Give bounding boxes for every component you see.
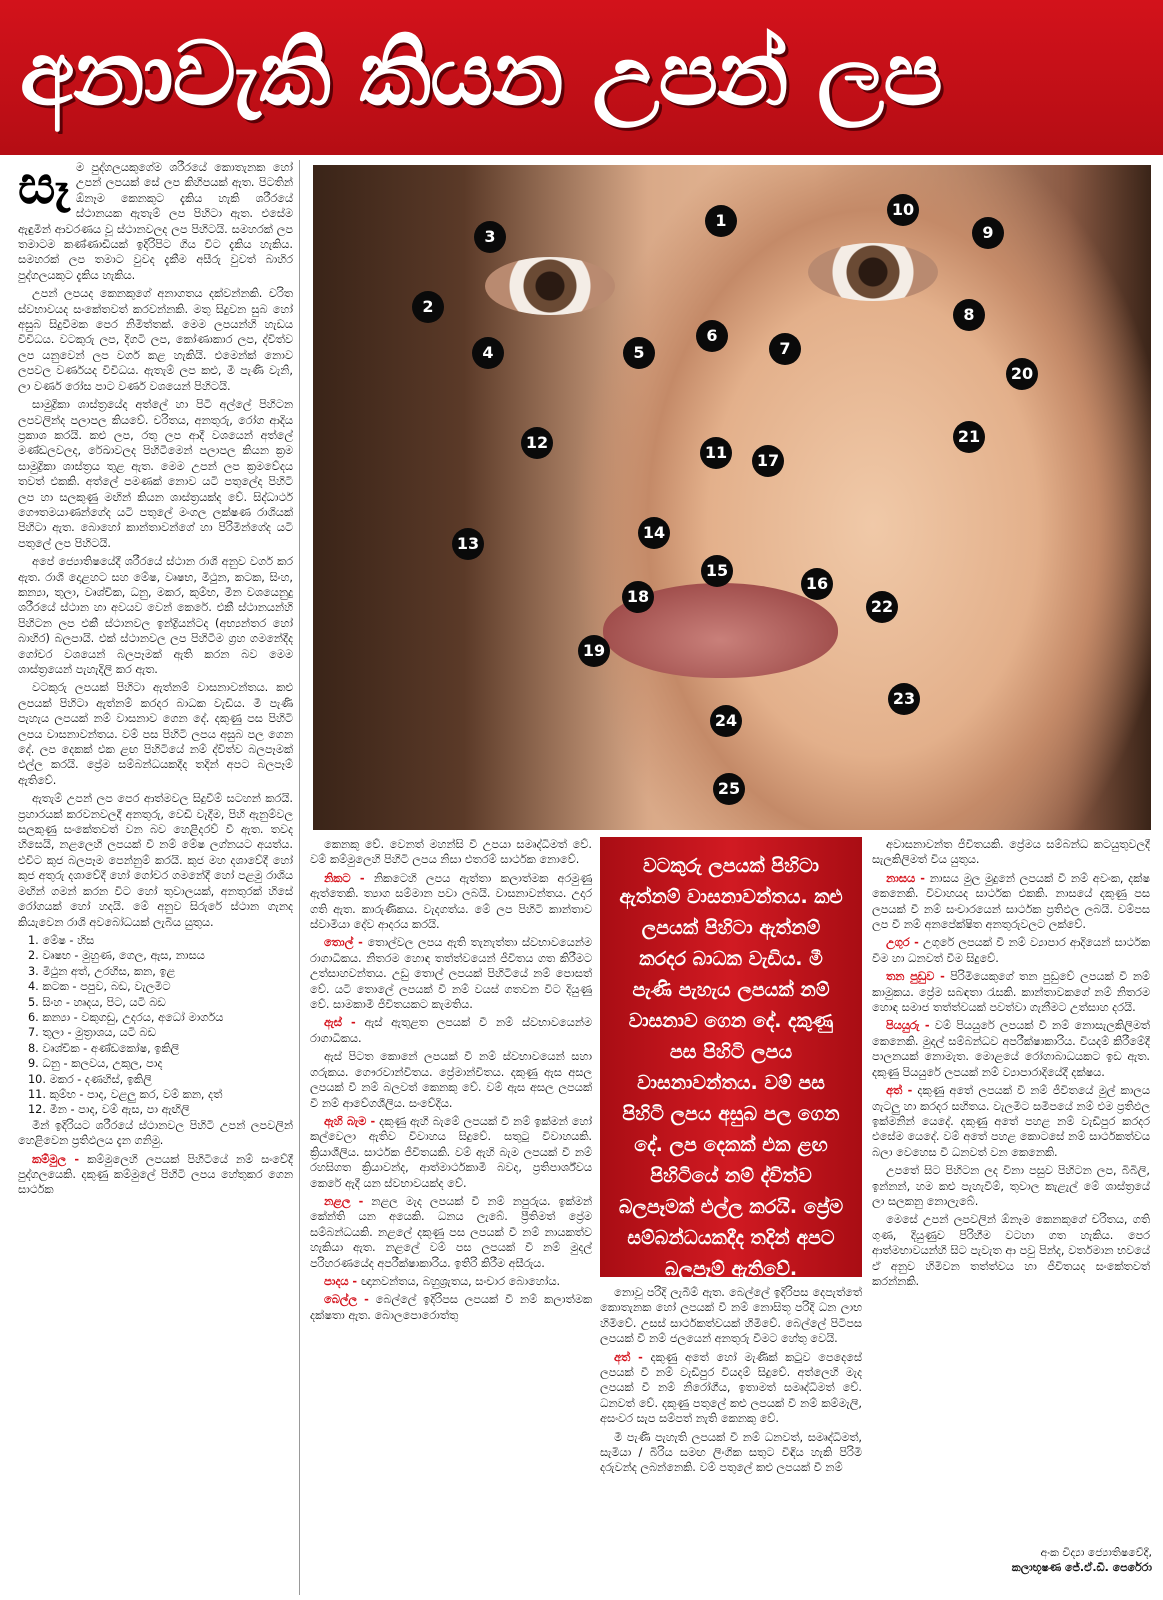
section-label: උගුර - xyxy=(886,936,919,950)
intro-column xyxy=(18,160,300,1595)
author-name xyxy=(940,1560,1152,1575)
article-paragraph xyxy=(872,1163,1150,1209)
section-text: මී පැණි පැහැති ලපයක් වී නම් ධනවත්, සමෘද්ධිමත්, සැමියා / බිරිය සමඟ ලිංගික සතුට විඳිය හැකි පිරිමි දරුවන්ද ලබන්නෙකි. වම් පතුලේ කළු ලපයක් වී නම් xyxy=(600,1430,862,1475)
section-label: නාසය - xyxy=(886,871,925,885)
pull-quote-text: වටකුරු ලපයක් පිහිටා ඇත්නම් වාසනාවන්තය. කළු ලපයක් පිහිටා ඇත්නම් කරදර බාධක වැඩිය. මී පැණි පැහැය ලපයක් නම් වාසනාව ගෙන දේ. දකුණු පස පිහිටි ලපය වාසනාවන්තය. වම් පස පිහිටි ලපය අසුබ පල ගෙන දේ. ලප දෙකක් එක ළඟ පිහිටියේ නම් ද්විත්ව බලපෑමක් එල්ල කරයි. ප්‍රේම සම්බන්ධයකදීද තදින් අපට බලපෑම් ඇතිවේ. xyxy=(618,855,844,1280)
article-paragraph xyxy=(310,1274,592,1289)
article-paragraph xyxy=(600,1430,862,1476)
section-text: තොල්වල ලපය ඇති තැනැත්තා ස්වභාවයෙන්ම රාගාධිකය. නිතරම හොඳ තත්ත්වයෙන් ජීවිතය ගත කිරීමට උත්සාහවන්තය. උඩු තොල් ලපයක් පිහිටියේ නම් පොසත් වේ. යටි තොලේ ලපයක් වී නම් වයස් ගතවන විට දියුණු වේ. සාමකාමී ජීවිතයකට කැමතිය. xyxy=(310,936,592,1012)
mole-marker: 6 xyxy=(696,320,728,352)
mole-marker: 4 xyxy=(472,337,504,369)
section-text: කම්මුලෙහි ලපයක් පිහිටියේ නම් සංවේදී පුද්ගලයෙකි. දකුණු කම්මුලේ පිහිටි ලපය හේතුකර ගෙන සාර්ථක xyxy=(18,1152,293,1197)
section-text: නාසය මුල මුදුනේ ලපයක් වී නම් අවංක, දක්ෂ කෙනෙකි. විවාහයද සාර්ථක එකකි. නාසයේ දකුණු පස ලපයක් වී නම් සංචාරයෙන් සාර්ථක ප්‍රතිඵල ලබයි. වම්පස ලප වී නම් අනපේක්ෂිත අනතුරුවලට ලක්වේ. xyxy=(872,871,1150,932)
mole-marker: 3 xyxy=(474,221,506,253)
section-text: ඇස් ඇතුළත ලපයක් වී නම් ස්වභාවයෙන්ම රාගාධිකය. xyxy=(310,1016,592,1045)
pull-quote-box xyxy=(600,837,862,1280)
section-label: නිකට - xyxy=(324,871,365,885)
section-text: උපතේ සිට පිහිටන ලද විනා පසුව පිහිටන ලප, බිබිලි, ඉන්නන්, හම කළු පැහැවීම්, තුවාල කැළැල් මේ ශාස්ත්‍රයේ ලා සලකනු නොලැබේ. xyxy=(872,1164,1150,1208)
section-label: කම්මුල - xyxy=(32,1152,80,1166)
list-item: 1. මේෂ - හිස xyxy=(28,933,95,947)
mole-marker: 25 xyxy=(713,773,745,805)
left-eye-shape xyxy=(485,257,615,315)
list-item: 11. කුම්භ - පාද, වළලු කර, වම් කන, දත් xyxy=(28,1087,223,1101)
page-title: අනාවැකි කියන උපන් ලප xyxy=(20,22,942,125)
header-banner xyxy=(0,0,1163,155)
article-paragraph xyxy=(872,935,1150,966)
section-text: කෙනකු වේ. වෙනත් මහන්සි වී උපයා සමෘද්ධිමත් වේ. වම් කම්මුලෙහි පිහිටි ලපය නිසා එතරම් සාර්ථක නොවේ. xyxy=(310,838,592,867)
mole-marker: 12 xyxy=(521,427,553,459)
article-paragraph xyxy=(872,1018,1150,1080)
column-4 xyxy=(872,837,1150,1537)
zodiac-list xyxy=(28,933,293,1118)
section-text: දකුණු අතේ ලපයක් වී නම් ජීවිතයේ මුල් කාලය ගැටලු හා කරදර සහිතය. වැලමිට සමීපයේ නම් එම ප්‍රතිඵල ඉක්මනින් යෙදේ. දකුණු අතේ පහළ නම් වැඩිපුර කරදර එසේම යෙදේ. වම් අතේ පහළ කොටසේ නම් සාර්ථකත්වය බලා වෙහෙස වී ධනවත් වන කෙනෙකි. xyxy=(872,1084,1150,1159)
article-paragraph xyxy=(310,935,592,1012)
section-label: නළල - xyxy=(324,1194,364,1208)
mole-marker: 15 xyxy=(701,555,733,587)
section-text: නොවූ පරිදි ලැබීම් ඇත. බෙල්ලේ ඉදිරිපස දෙපැත්තේ කොතැනක හෝ ලපයක් වී නම් නොසිතූ පරිදි ධන ලාභ හිමිවේ. උසස් සාර්ථකත්වයක් හිමිවේ. බෙල්ලේ පිටිපස ලපයක් වී නම් ජලයෙන් අනතුරු වීමට හේතු වෙයි. xyxy=(600,1286,862,1346)
section-label: අත් - xyxy=(886,1084,913,1098)
article-paragraph xyxy=(600,1350,862,1427)
intro-paragraph: සාමුද්‍රිකා ශාස්ත්‍රයේද අත්ලේ හා පිටි අල්ලේ පිහිටන ලපවලින්ද පලාපල කියවේ. චරිතය, අනතුරු, රෝග ආදිය ප්‍රකාශ කරයි. කළු ලප, රතු ලප ආදී වශයෙන් අත්ලේ මණ්ඩලවලද, රේඛාවලද පිහිටීමෙන් පලාපල කියන ක්‍රම සාමුද්‍රිකා ශාස්ත්‍රය තුළ ඇත. මෙම උපන් ලප ක්‍රමවේදය තවත් එකකි. අත්ලේ පමණක් නොව යටි පතුලේද පිහිටි ලප හා සලකුණු මඟින් කියන ශාස්ත්‍රයක්ද වේ. සිද්ධාර්ථ ගෞතමයාණන්ගේද යටි පතුලේ මංගල ලක්ෂණ රාශියක් පිහිටා ඇත. බොහෝ කාන්තාවන්ගේ හා පිරිමින්ගේද යටි පතුලේ ලප පිහිටයි. xyxy=(18,398,293,550)
mole-marker: 1 xyxy=(705,205,737,237)
section-text: වම් පියයුරේ ලපයක් වී නම් නොසැලකිලිමත් කෙනෙකි. මුදල් සම්බන්ධව අපරීක්ෂාකාරිය. වියදම් කිරීමේදී පාලනයක් නොමැත. මොළයේ රෝගාබාධයකට ඉඩ ඇත. දකුණු පියයුරේ ලපයක් නම් ව්‍යාපාරාදියේදී දක්ෂය. xyxy=(872,1019,1150,1079)
article-paragraph xyxy=(600,1285,862,1347)
mole-marker: 17 xyxy=(752,445,784,477)
intro-paragraph: අපේ ජ්‍යොතිෂයේදී ශරීරයේ ස්ථාන රාශි අනුව වර්ග කර ඇත. රාශි දොළහට සහ මේෂ, වෘෂභ, මිථුන, කටක, සිංහ, කන්‍යා, තුලා, වෘශ්චික, ධනු, මකර, කුම්භ, මීන වශයෙනුදු ශරීරයේ ස්ථාන හා අවයව වෙන් කෙරේ. එකී ස්ථානයන්හි පිහිටන ලප එකී ස්ථානවල ඉන්ද්‍රියන්ටද (අභ්‍යන්තර හෝ බාහිර) බලපායි. එක් ස්ථානවල ලප පිහිටීම ග්‍රහ ගමනේදීද ගෝචර වශයෙන් බලපෑමක් ඇති කරන බව මෙම ශාස්ත්‍රයෙන් පැහැදිලි කර ඇත. xyxy=(18,555,293,676)
mole-marker: 7 xyxy=(769,333,801,365)
list-item: 8. වෘශ්චික - අණ්ඩකෝෂ, ඉකිලි xyxy=(28,1041,180,1055)
mole-marker: 2 xyxy=(412,291,444,323)
list-item: 9. ධනු - කලවය, උකුල, පාද xyxy=(28,1057,163,1071)
section-label: බෙල්ල - xyxy=(324,1293,369,1307)
list-item: 5. සිංහ - හෘදය, පිට, යටි බඩ xyxy=(28,995,166,1009)
intro-paragraph: ඇතැම් උපන් ලප පෙර ආත්මවල සිදුවීම් සටහන් කරයි. ප්‍රහාරයක් කරවනවලදී අනතුරු, වෙඩි වැදීම, පිහි ඇනුම්වල සලකුණු සංකේතවත් වන බව හෙළිදරව් වී ඇත. තවද හිසෙයි, නළලෙහි ලපයක් වී නම් මේෂ ලග්නයට අයත්ය. එවිට කුජ බලපෑම පෙන්නුම් කරයි. කුජ මහ දශාවේදී හෝ කුජ අතුරු දශාවේදී හෝ ගෝචර ගමනේදී හෝ පළමු රාශිය මඟින් ගමන් කරන විට හෝ තුවාලයක්, අනතුරක් හිසේ රෝගයක් හෝ හදයි. මේ අනුව සිරුරේ ස්ථාන ගැනද කියැවෙන රාශි අවබෝධයක් ලැබිය යුතුය. xyxy=(18,792,293,929)
section-text: අවාසනාවන්ත ජීවිතයකි. ප්‍රේමය සම්බන්ධ කටයුතුවලදී සැලකිලිමත් විය යුතුය. xyxy=(872,838,1150,867)
mole-marker: 24 xyxy=(710,705,742,737)
list-item: 10. මකර - දණහිස්, ඉකිලි xyxy=(28,1072,152,1086)
article-paragraph xyxy=(310,1194,592,1271)
article-paragraph xyxy=(872,969,1150,1015)
section-text: නළල මැද ලපයක් වී නම් නපුරුය. ඉක්මන් කේන්ති යන අයෙකි. ධනය ලැබේ. ප්‍රීතිමත් ප්‍රේම සම්බන්ධයකි. නළලේ දකුණු පස ලපයක් වී නම් නායකත්ව හැකියා ඇත. නළලේ වම් පස ලපයක් වී නම් මුදල් පරිහරණයේද අපරීක්ෂාකාරිය. ඉතිරි කිරීම අසීරුය. xyxy=(310,1194,592,1270)
list-item: 2. වෘෂභ - මුහුණ, ගෙල, ඇස, නාසය xyxy=(28,949,205,963)
section-text: බෙල්ලේ ඉදිරිපස ලපයක් වී නම් කලාත්මක දක්ෂතා ඇත. බොලපොරොත්තු xyxy=(310,1293,592,1322)
mole-marker: 13 xyxy=(452,528,484,560)
article-paragraph xyxy=(310,1015,592,1046)
section-text: ඇස් පිටත කොනේ ලපයක් වී නම් ස්වභාවයෙන් සහා ගරුකය. ගෞරවාන්විතය. ප්‍රේමාන්විතය. දකුණු ඇස අසල ලපයක් වී නම් බලවත් කෙනකු වේ. වම් ඇස අසල ලපයක් වී නම් ආවේගශීලිය. සංවේදිය. xyxy=(310,1050,592,1110)
intro-paragraph: වටකුරු ලපයක් පිහිටා ඇත්නම් වාසනාවන්තය. කළු ලපයක් පිහිටා ඇත්නම් කරදර බාධක වැඩිය. මී පැණි පැහැය ලපයක් නම් වාසනාව ගෙන දේ. දකුණු පස පිහිටි ලපය වාසනාවන්තය. වම් පස පිහිටි ලපය අසුබ පල ගෙන දේ. ලප දෙකක් එක ළඟ පිහිටියේ නම් ද්විත්ව බලපෑමක් එල්ල කරයි. ප්‍රේම සම්බන්ධයකදීද තදින් අපට බලපෑම් ඇතිවේ. xyxy=(18,681,293,787)
section-kammula xyxy=(18,1152,293,1198)
intro-paragraph: උපන් ලපයද කෙනකුගේ අනාගතය දක්වන්නකි. චරිත ස්වභාවයද සංකේතවත් කරවන්නකි. මතු සිදුවන සුබ හෝ අසුබ සිදුවීමක පෙර නිමිත්තක්. මෙම ලපයන්හි හැඩය විවිධය. වටකුරු ලප, දිගටි ලප, කෝණාකාර ලප, ද්විත්ව ලප යනුවෙන් ලප වර්ග කළ හැකියි. එමෙන්ක් නොව ලපවල වර්ණයද විවිධය. ඇතැම් ලප කළු, මී පැණි වැනි, ලා වර්ණ රෝස පාට වර්ණ වශයෙන් පිහිටයි. xyxy=(18,287,293,393)
column-3 xyxy=(600,1285,862,1595)
mole-marker: 5 xyxy=(623,337,655,369)
mole-marker: 9 xyxy=(972,217,1004,249)
mole-marker: 20 xyxy=(1006,358,1038,390)
list-item: 3. මිථුන අත්, උරහිස, කන, ඉළ xyxy=(28,964,176,978)
section-text: නිකටෙහි ලපය ඇත්තා කලාත්මක අරමුණු ඇත්තෙකි. ත්‍යාග සම්මාන පවා ලබයි. වාසනාවන්තය. උදාර ගති ඇත. කාරුණිකය. වැදගත්ය. මේ ලප පිහිටි කාන්තාව ස්වාමියා දේව ආදරය කරයි. xyxy=(310,871,592,932)
section-text: උගුරේ ලපයක් වී නම් ව්‍යාපාර ආදියෙන් සාර්ථක වීම හා ධනවත් වීම සිදුවේ. xyxy=(872,936,1150,965)
drop-cap: සෑ xyxy=(18,160,70,216)
section-text: දකුණු අතේ හෝ මැණික් කටුව පෙදෙසේ ලපයක් වී නම් වැඩිපුර වියදම් සිදුවේ. අත්ලෙහි මැද ලපයක් වී නම් නිරෝගීය, ඉතාමත් සමෘද්ධිමත් වේ. ධනවත් වේ. දකුණු පතුලේ කළු ලපයක් වී නම් කම්මැලි, අසංවර සැප සම්පත් නැති කෙනකු වේ. xyxy=(600,1350,862,1426)
article-paragraph xyxy=(872,1083,1150,1160)
section-label: ඇහි බැම - xyxy=(324,1114,376,1128)
list-item: 7. තුලා - මුත්‍රාශය, යටි බඩ xyxy=(28,1026,156,1040)
list-item: 4. කටක - පපුව, බඩ, වැලමිට xyxy=(28,980,171,994)
article-paragraph xyxy=(872,1212,1150,1289)
article-paragraph xyxy=(310,1049,592,1111)
mole-marker: 23 xyxy=(888,683,920,715)
list-item: 12. මීන - පාද, වම් ඇස, පා ඇඟිලි xyxy=(28,1103,190,1117)
section-label: ඇස් - xyxy=(324,1016,356,1030)
article-paragraph xyxy=(310,871,592,933)
author-byline xyxy=(940,1545,1152,1575)
mole-marker: 19 xyxy=(578,635,610,667)
article-paragraph xyxy=(872,837,1150,868)
list-item: 6. කන්‍යා - වකුගඩු, උදරය, අධෝ මාර්ගය xyxy=(28,1010,224,1024)
article-paragraph xyxy=(310,1292,592,1323)
article-paragraph xyxy=(310,837,592,868)
mole-marker: 21 xyxy=(953,421,985,453)
mole-marker: 16 xyxy=(801,568,833,600)
article-paragraph xyxy=(872,871,1150,933)
section-text: දකුණු ඇහි බැමේ ලපයක් වී නම් ඉක්මන් හෝ කල්වෙලා ඇතිව විවාහය සිදුවේ. සතුටු විවාහයකි. ක්‍රියාශීලිය. සාර්ථක ජීවිතයකි. වම් ඇහි බැම ලපයක් වී නම් රහසිගත ක්‍රියාවන්ද, ආත්මාර්ථකාමී බවද, ප්‍රතිපාර්ශ්වය කෙරේ ඇදී යන ස්වභාවයක්ද වේ. xyxy=(310,1114,592,1190)
section-text: ඥානවන්තය, බහුශ්‍රැතය, සංචාර බොහෝය. xyxy=(360,1274,561,1288)
section-label: පාදය - xyxy=(324,1274,358,1288)
author-title: අංක විද්‍යා ජ්‍යොතිෂවේදී, xyxy=(1040,1546,1152,1559)
author-name-text: කලාභූෂණ ජේ.ඒ.ඩී. පෙරේරා xyxy=(1011,1561,1152,1574)
section-text: මෙසේ උපන් ලපවලින් ඕනෑම කෙනකුගේ චරිතය, ගති ගුණ, දියුණුව පිරිහීම වටහා ගත හැකිය. පෙර ආත්මභාවයන්හි සිට පැවැත ආ පවු පින්ද, වර්තමාන භවයේ ඒ අනුව හිමිවන තත්ත්වය හා ජීවිතයද සංකේතවත් කරන්නකි. xyxy=(872,1213,1150,1288)
mole-marker: 22 xyxy=(866,591,898,623)
article-paragraph xyxy=(310,1114,592,1191)
mole-marker: 18 xyxy=(622,581,654,613)
intro-paragraph: ම පුද්ගලයකුගේම ශරීරයේ කොතැනක හෝ උපන් ලපයක් සේ ලප කිහිපයක් ඇත. පිටතින් ඕනෑම කෙනකුට දැකිය හැකි ශරීරයේ ස්ථානයක ඇතැම් ලප පිහිටා ඇත. එසේම ඇඳුමින් ආවරණය වූ ස්ථානවලද ලප පිහිටයි. සමහරක් ලප තමාටම කණ්ණාඩියක් ඉදිරිපිට ගිය විට දැකිය හැකිය. සමහරක් ලප තමාට වුවද දැකීම අසීරු වුවත් බාහිර පුද්ගලයකුට දැකිය හැකිය. xyxy=(18,161,293,282)
mole-marker: 10 xyxy=(887,194,919,226)
mole-marker: 8 xyxy=(953,299,985,331)
right-eye-shape xyxy=(808,243,938,301)
face-photo xyxy=(313,165,1151,830)
column-2 xyxy=(310,837,592,1595)
intro-closing: මීන් ඉදිරියට ශරීරයේ ස්ථානවල පිහිටි උපන් ලපවලින් හෙළිවෙන ප්‍රතිඵලය දැන ගනිමු. xyxy=(18,1118,293,1148)
section-label: පියයුරු - xyxy=(886,1019,930,1033)
mole-marker: 14 xyxy=(638,517,670,549)
section-label: තන පුඩුව - xyxy=(886,970,945,984)
section-label: අත් - xyxy=(614,1350,643,1364)
mole-marker: 11 xyxy=(700,437,732,469)
section-label: තොල් - xyxy=(324,936,363,950)
section-text: පිරිමියෙකුගේ තන පුඩුවේ ලපයක් වී නම් කාමුකය. ප්‍රේම සබඳතා රැසකි. කාන්තාවකගේ නම් නිතරම හොඳ සමාජ තත්ත්වයක් පවත්වා ගැනීමට උත්සාහ දරයි. xyxy=(872,970,1150,1015)
